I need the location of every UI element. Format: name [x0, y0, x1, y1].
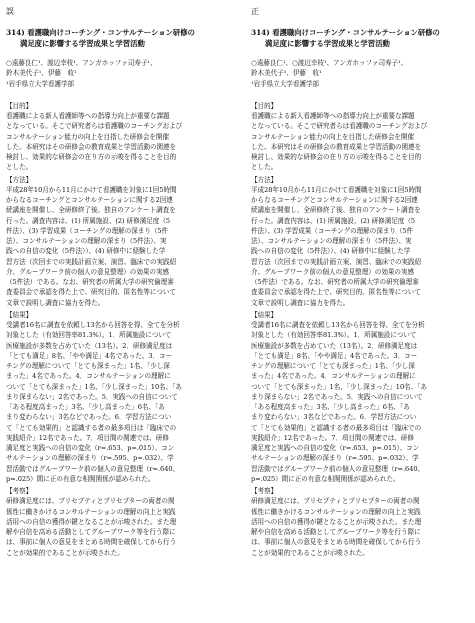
text-line: 習方法（次回までの実践計画立案、演習、臨床での実践紹: [6, 257, 177, 266]
text-line: とした。: [251, 163, 278, 172]
text-line: となっている。そこで研究者らは看護職のコーチングおよび: [6, 122, 183, 131]
text-line: 実践紹介」12名であった。7．項目間の関連では、研修: [6, 433, 169, 442]
text-line: 解や自信を高める活動としてグループワーク等を行う際に: [6, 528, 176, 536]
text-line: 法）、コンサルテーションの理解の深まり（5件法）、実: [6, 237, 167, 245]
text-line: て「とても効果的」と認識する者の最多項目は「臨床での: [251, 423, 422, 432]
text-line: 行った。調査内容は、(1) 所属施設、(2) 研修満足度（5: [251, 216, 416, 225]
text-line: チングの理解について「とても深まった」1名、「少し深: [251, 362, 415, 370]
text-line: まり深まらない」2名であった。5．実践への自信について: [6, 392, 178, 401]
text-line: コンサルテーション能力の向上を目指した研修会を開催: [6, 132, 169, 141]
text-line: （5件法）である。なお、研究者の所属大学の研究倫理審: [6, 278, 174, 286]
section-heading: 【方法】: [6, 175, 33, 184]
abstract-title-line: 314) 看護職向けコーチング・コンサルテーション研修の: [251, 28, 440, 37]
text-line: p=.025）間に正の有意な相関関係が認められた。: [251, 474, 400, 483]
method-section: [6, 175, 226, 308]
section-heading: 【目的】: [251, 101, 278, 110]
text-line: 介、グループワーク前の個人の意見整理）の効果の実感: [6, 267, 170, 276]
text-line: 満足度と実践への自信の変化（r=.653、p=.015）、コン: [6, 444, 175, 452]
text-line: 文章で説明し調査に協力を得た。: [251, 298, 350, 307]
abstract-title: [251, 27, 471, 49]
text-line: 習活動ではグループワーク前の個人の意見整理（r=.640、: [6, 464, 180, 473]
author-line: ○遠藤良仁¹、渡辺幸枝¹、アンガホッファ司寿子¹、: [6, 59, 157, 67]
section-heading: 【考察】: [251, 487, 278, 495]
text-line: 習活動ではグループワーク前の個人の意見整理（r=.640、: [251, 464, 425, 473]
text-line: 査委員会で承認を得た上で、研究目的、匿名性等について: [251, 288, 421, 297]
text-line: 医療施設が多数を占めていた（13名）。2．研修満足度は: [251, 341, 418, 350]
author-line: ○遠藤良仁¹、○渡辺幸枝¹、アンガホッファ司寿子¹、: [251, 59, 408, 67]
section-heading: 【方法】: [251, 175, 278, 184]
text-line: ことが効果的であることが示唆された。: [251, 548, 369, 557]
text-line: した。本研究はその研修会の教育成果と学習活動の関連を: [251, 142, 422, 151]
text-line: 係性に働きかけるコンサルテーションの理解の向上と実践: [6, 507, 176, 516]
text-line: は、事前に個人の意見をまとめる時間を確保してから行う: [6, 538, 177, 547]
text-line: 対象とした（有効回答率81.3%）。1．所属施設について: [251, 331, 417, 340]
incorrect-version-column: [6, 0, 226, 623]
text-line: ついて「とても深まった」1名、「少し深まった」10名、「あ: [6, 382, 182, 391]
text-line: まり変わらない」3名などであった。6．学習方法につい: [6, 413, 172, 422]
text-line: 平成28年10月から11月にかけて看護職を対象に1回5時間: [251, 185, 422, 194]
text-line: 研修満足度には、プリセプティとプリセプターの両者の関: [251, 497, 420, 506]
text-line: 活用への自信の獲得が鍵となることが示唆された。また理: [6, 517, 177, 526]
text-line: 解や自信を高める活動としてグループワーク等を行う際に: [251, 528, 421, 536]
text-line: 続講座を開催し、全研修終了後、独自のアンケート調査を: [6, 206, 176, 215]
text-line: （5件法）である。なお、研究者の所属大学の研究倫理審: [251, 278, 419, 286]
text-line: とした。: [6, 163, 33, 172]
text-line: 研修満足度には、プリセプティとプリセプターの両者の関: [6, 497, 175, 506]
text-line: チングの理解について「とても深まった」1名、「少し深: [6, 362, 170, 370]
author-line: 鈴木美代子¹、伊藤 收¹: [6, 69, 77, 78]
author-line: 鈴木美代子¹、伊藤 收¹: [251, 69, 322, 78]
text-line: まり変わらない」3名などであった。6．学習方法につい: [251, 413, 417, 422]
text-line: 介、グループワーク前の個人の意見整理）の効果の実感: [251, 267, 415, 276]
text-line: 受講者16名に調査を依頼し13名から回答を得、全てを分析: [6, 321, 180, 329]
text-line: からなるコーチングとコンサルテーションに関する2回連: [251, 196, 418, 204]
text-line: 「ある程度高まった」3名、「少し高まった」6名、「あ: [6, 403, 165, 411]
text-line: まり深まらない」2名であった。5．実践への自信について: [251, 392, 423, 401]
section-heading: 【考察】: [6, 487, 33, 495]
text-line: 査委員会で承認を得た上で、研究目的、匿名性等について: [6, 288, 176, 297]
text-line: て「とても効果的」と認識する者の最多項目は「臨床での: [6, 423, 177, 432]
text-line: まった」4名であった。4．コンサルテーションの理解に: [251, 372, 416, 381]
text-line: 実践紹介」12名であった。7．項目間の関連では、研修: [251, 433, 414, 442]
author-list: [6, 58, 226, 89]
author-list: [251, 58, 471, 89]
text-line: 践への自信の変化（5件法））、(4) 研修中に経験した学: [251, 247, 411, 256]
discussion-section: [251, 486, 471, 558]
incorrect-label: 誤: [6, 7, 14, 16]
text-line: 「とても満足」8名、「やや満足」4名であった。3．コー: [6, 351, 173, 360]
abstract-title-line: 満足度に影響する学習成果と学習活動: [265, 39, 390, 48]
text-line: サルテーションの理解の深まり（r=.595、p=.032）、学: [251, 454, 419, 463]
text-line: 係性に働きかけるコンサルテーションの理解の向上と実践: [251, 507, 421, 516]
text-line: は、事前に個人の意見をまとめる時間を確保してから行う: [251, 538, 422, 547]
text-line: ことが効果的であることが示唆された。: [6, 548, 124, 557]
text-line: 行った。調査内容は、(1) 所属施設、(2) 研修満足度（5: [6, 216, 171, 225]
purpose-section: [6, 101, 226, 173]
method-section: [251, 175, 471, 308]
text-line: 文章で説明し調査に協力を得た。: [6, 298, 105, 307]
text-line: サルテーションの理解の深まり（r=.595、p=.032）、学: [6, 454, 174, 463]
text-line: まった」4名であった。4．コンサルテーションの理解に: [6, 372, 171, 381]
text-line: 医療施設が多数を占めていた（13名）。2．研修満足度は: [6, 341, 173, 350]
text-line: 検討し、効果的な研修会の在り方の示唆を得ることを目的: [6, 153, 177, 161]
text-line: 看護職による新人看護師等への指導力向上が重要な課題: [6, 112, 170, 120]
correct-label: 正: [251, 7, 259, 16]
text-line: 活用への自信の獲得が鍵となることが示唆された。また理: [251, 517, 422, 526]
affiliation: ¹岩手県立大学看護学部: [251, 79, 320, 88]
text-line: p=.025）間に正の有意な相関関係が認められた。: [6, 474, 155, 483]
text-line: 検討し、効果的な研修会の在り方の示唆を得ることを目的: [251, 153, 422, 161]
section-heading: 【目的】: [6, 101, 33, 110]
text-line: 看護職による新人看護師等への指導力向上が重要な課題: [251, 112, 415, 120]
text-line: 践への自信の変化（5件法））、(4) 研修中に経験した学: [6, 247, 166, 256]
result-section: [251, 310, 471, 484]
text-line: 受講者16名に調査を依頼し13名から回答を得、全てを分析: [251, 321, 425, 329]
text-line: 満足度と実践への自信の変化（r=.653、p=.015）、コン: [251, 444, 420, 452]
result-section: [6, 310, 226, 484]
text-line: した。本研究はその研修会の教育成果と学習活動の関連を: [6, 142, 177, 151]
section-heading: 【結果】: [251, 310, 278, 319]
text-line: 法）、コンサルテーションの理解の深まり（5件法）、実: [251, 237, 412, 245]
abstract-title-line: 満足度に影響する学習成果と学習活動: [20, 39, 145, 48]
abstract-title-line: 314) 看護職向けコーチング・コンサルテーション研修の: [6, 28, 195, 37]
purpose-section: [251, 101, 471, 173]
abstract-title: [6, 27, 226, 49]
text-line: 平成28年10月から11月にかけて看護職を対象に1回5時間: [6, 185, 177, 194]
text-line: 対象とした（有効回答率81.3%）。1．所属施設について: [6, 331, 172, 340]
affiliation: ¹岩手県立大学看護学部: [6, 79, 75, 88]
text-line: コンサルテーション能力の向上を目指した研修会を開催: [251, 132, 414, 141]
text-line: 「ある程度高まった」3名、「少し高まった」6名、「あ: [251, 403, 410, 411]
text-line: ついて「とても深まった」1名、「少し深まった」10名、「あ: [251, 382, 427, 391]
text-line: 件法）、(3) 学習成果（コーチングの理解の深まり（5件: [6, 226, 169, 235]
text-line: 続講座を開催し、全研修終了後、独自のアンケート調査を: [251, 206, 421, 215]
text-line: 「とても満足」8名、「やや満足」4名であった。3．コー: [251, 351, 418, 360]
correct-version-column: [251, 0, 471, 623]
text-line: からなるコーチングとコンサルテーションに関する2回連: [6, 196, 173, 204]
discussion-section: [6, 486, 226, 558]
section-heading: 【結果】: [6, 310, 33, 319]
text-line: 件法）、(3) 学習成果（コーチングの理解の深まり（5件: [251, 226, 414, 235]
text-line: 習方法（次回までの実践計画立案、演習、臨床での実践紹: [251, 257, 422, 266]
text-line: となっている。そこで研究者らは看護職のコーチングおよび: [251, 122, 428, 131]
